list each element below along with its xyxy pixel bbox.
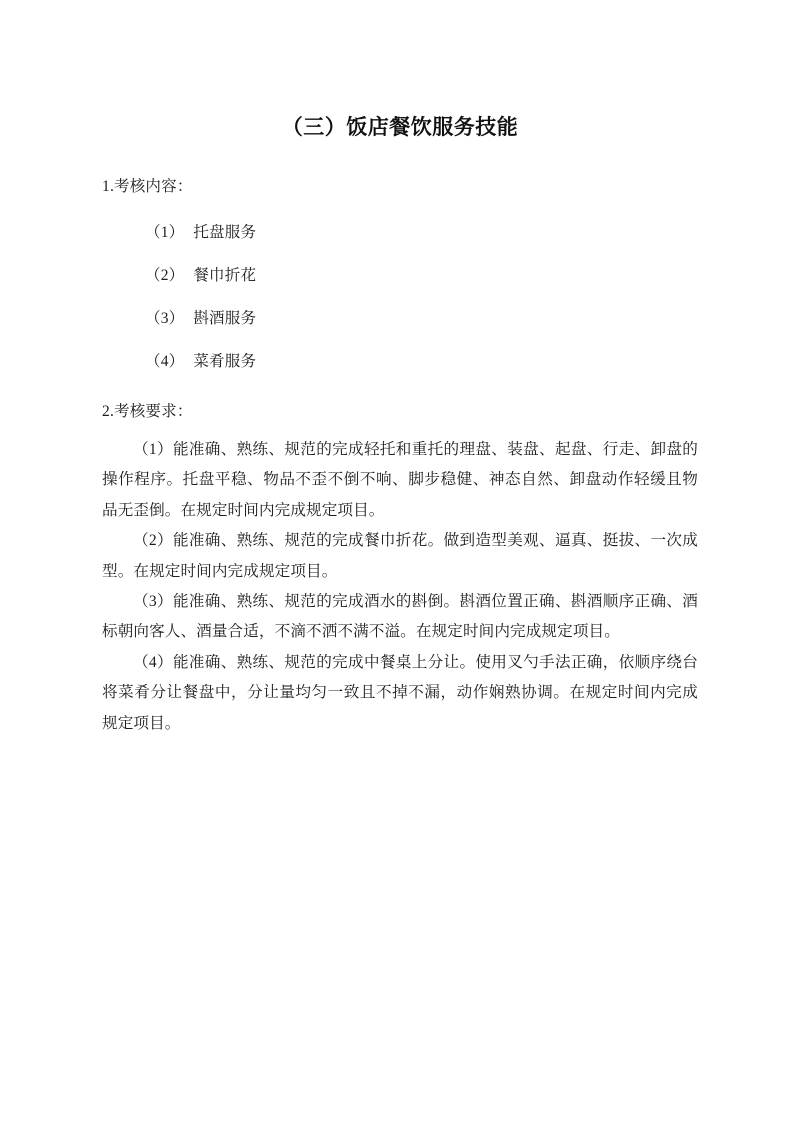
list-item: [102, 263, 698, 289]
exam-requirements-list: [102, 435, 698, 739]
list-item-marker: （1）: [145, 224, 185, 241]
list-item-label: 斟酒服务: [193, 310, 257, 327]
page-title: （三）饭店餐饮服务技能: [281, 115, 519, 139]
list-item: [102, 306, 698, 332]
requirement-paragraph: （2）能准确、熟练、规范的完成餐巾折花。做到造型美观、逼真、挺拔、一次成型。在规定时间内完成规定项目。: [102, 532, 698, 580]
list-item-marker: （2）: [145, 267, 185, 284]
list-item: [102, 349, 698, 375]
exam-content-list: [102, 220, 698, 375]
section-heading-exam-content: 1.考核内容：: [102, 178, 193, 195]
list-item-label: 托盘服务: [193, 224, 257, 241]
list-item: [102, 220, 698, 246]
list-item-marker: （4）: [145, 353, 185, 370]
document-content: [102, 0, 698, 739]
list-item-marker: （3）: [145, 310, 185, 327]
requirement-paragraph: （1）能准确、熟练、规范的完成轻托和重托的理盘、装盘、起盘、行走、卸盘的操作程序。托盘平稳、物品不歪不倒不响、脚步稳健、神态自然、卸盘动作轻缓且物品无歪倒。在规定时间内完成规定项目。: [102, 441, 698, 519]
list-item-label: 菜肴服务: [193, 353, 257, 370]
requirement-paragraph: （4）能准确、熟练、规范的完成中餐桌上分让。使用叉勺手法正确，依顺序绕台将菜肴分让餐盘中，分让量均匀一致且不掉不漏，动作娴熟协调。在规定时间内完成规定项目。: [102, 653, 698, 732]
requirement-paragraph: （3）能准确、熟练、规范的完成酒水的斟倒。斟酒位置正确、斟酒顺序正确、酒标朝向客人、酒量合适，不滴不洒不满不溢。在规定时间内完成规定项目。: [102, 593, 698, 641]
section-heading-exam-requirements: 2.考核要求：: [102, 403, 193, 420]
list-item-label: 餐巾折花: [193, 267, 257, 284]
